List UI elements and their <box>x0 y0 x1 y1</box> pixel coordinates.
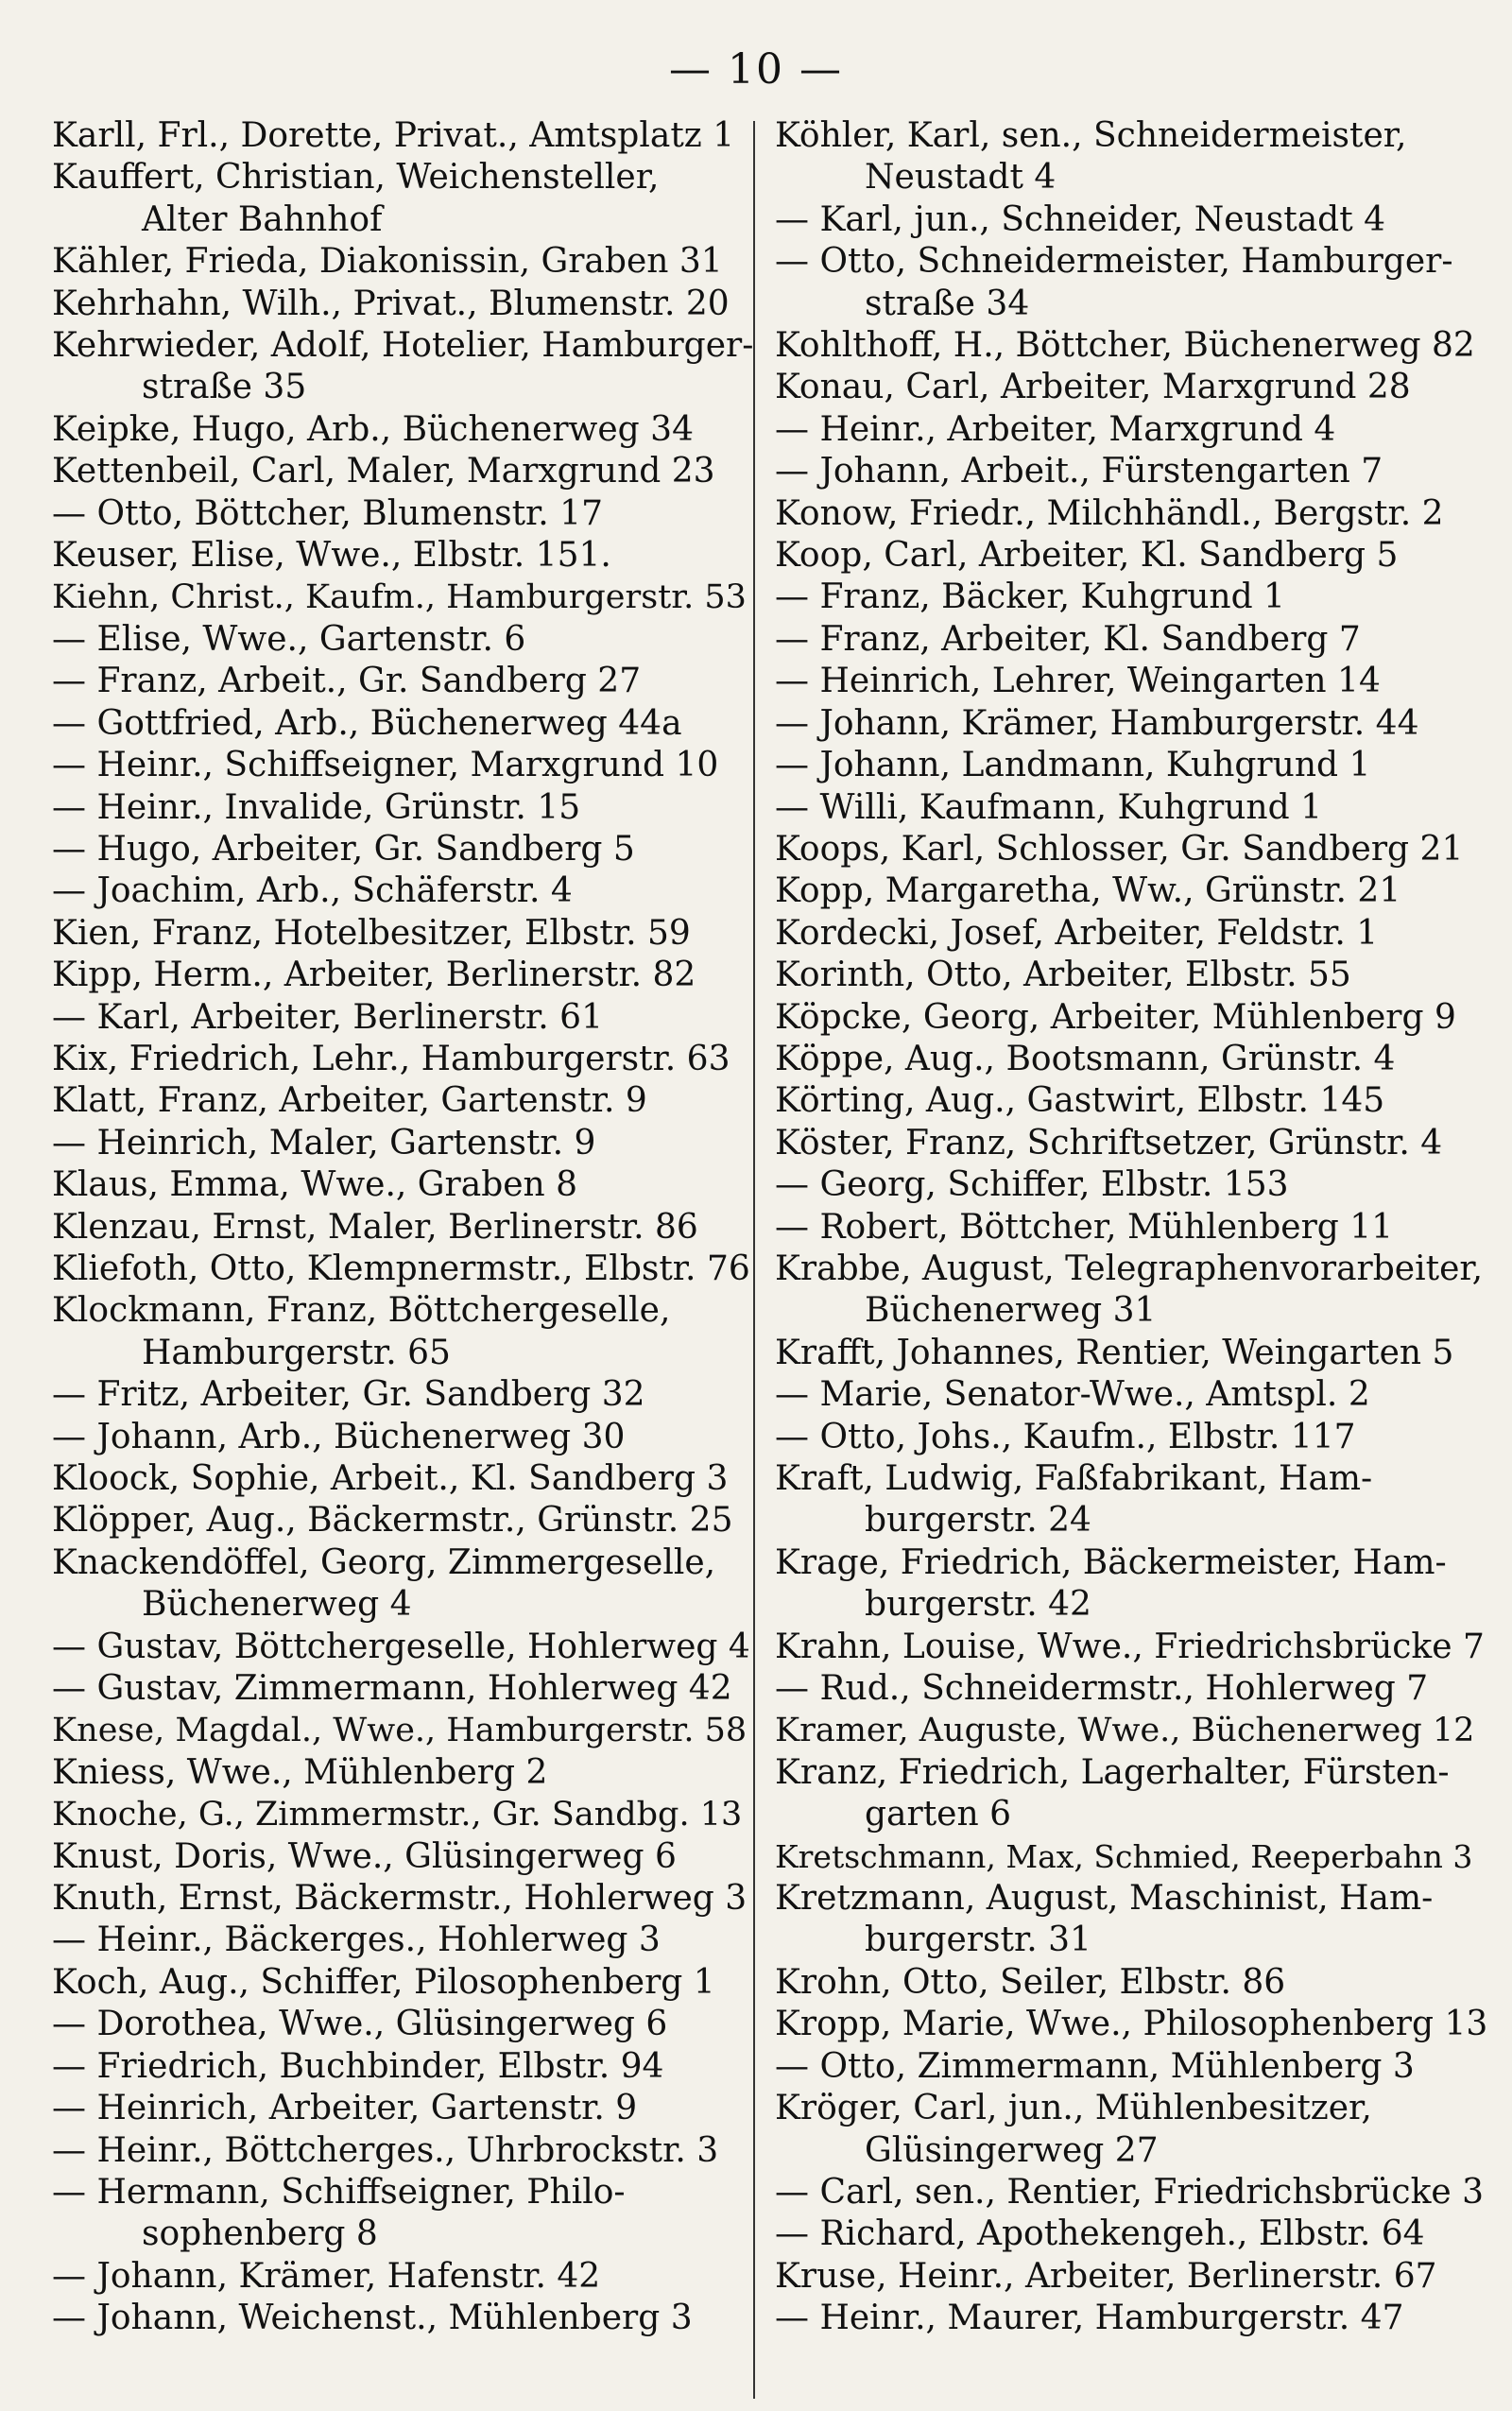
directory-entry-continuation: burgerstr. 31 <box>865 1920 1091 1960</box>
directory-entry: Krohn, Otto, Seiler, Elbstr. 86 <box>775 1962 1286 2002</box>
directory-entry: Köhler, Karl, sen., Schneidermeister, <box>775 116 1407 155</box>
directory-entry: — Heinr., Bäckerges., Hohlerweg 3 <box>52 1920 661 1960</box>
directory-entry: — Johann, Krämer, Hafenstr. 42 <box>52 2256 601 2296</box>
directory-entry: Klaus, Emma, Wwe., Graben 8 <box>52 1165 578 1205</box>
directory-entry: Kruse, Heinr., Arbeiter, Berlinerstr. 67 <box>775 2256 1437 2296</box>
directory-entry: — Dorothea, Wwe., Glüsingerweg 6 <box>52 2005 668 2044</box>
directory-entry: — Franz, Arbeit., Gr. Sandberg 27 <box>52 662 642 701</box>
directory-entry: Kliefoth, Otto, Klempnermstr., Elbstr. 76 <box>52 1249 750 1288</box>
directory-entry: Knackendöffel, Georg, Zimmergeselle, <box>52 1542 716 1582</box>
directory-entry: — Karl, jun., Schneider, Neustadt 4 <box>775 199 1386 239</box>
directory-entry: — Heinrich, Arbeiter, Gartenstr. 9 <box>52 2089 638 2128</box>
directory-entry: — Heinr., Maurer, Hamburgerstr. 47 <box>775 2299 1404 2338</box>
directory-entry: — Gustav, Böttchergeselle, Hohlerweg 4 <box>52 1627 750 1666</box>
directory-entry-continuation: Alter Bahnhof <box>142 199 383 239</box>
directory-entry: Koop, Carl, Arbeiter, Kl. Sandberg 5 <box>775 536 1399 576</box>
directory-entry: Köppe, Aug., Bootsmann, Grünstr. 4 <box>775 1039 1396 1078</box>
directory-entry: Klatt, Franz, Arbeiter, Gartenstr. 9 <box>52 1081 647 1121</box>
column-divider <box>753 121 755 2399</box>
directory-entry: — Georg, Schiffer, Elbstr. 153 <box>775 1165 1289 1205</box>
directory-entry: Kniess, Wwe., Mühlenberg 2 <box>52 1752 548 1792</box>
directory-entry: Kröger, Carl, jun., Mühlenbesitzer, <box>775 2089 1372 2128</box>
directory-entry: — Willi, Kaufmann, Kuhgrund 1 <box>775 787 1322 827</box>
directory-entry: — Heinr., Arbeiter, Marxgrund 4 <box>775 409 1336 449</box>
directory-entry: Kiehn, Christ., Kaufm., Hamburgerstr. 53 <box>52 578 747 617</box>
directory-entry: Knust, Doris, Wwe., Glüsingerweg 6 <box>52 1836 677 1876</box>
directory-entry: Knoche, G., Zimmermstr., Gr. Sandbg. 13 <box>52 1796 743 1834</box>
directory-entry: — Otto, Schneidermeister, Hamburger- <box>775 242 1453 282</box>
directory-entry: Köster, Franz, Schriftsetzer, Grünstr. 4 <box>775 1123 1443 1162</box>
directory-entry: — Johann, Krämer, Hamburgerstr. 44 <box>775 703 1419 743</box>
directory-entry-continuation: burgerstr. 24 <box>865 1501 1091 1541</box>
directory-entry-continuation: garten 6 <box>865 1795 1012 1834</box>
directory-entry: Koch, Aug., Schiffer, Pilosophenberg 1 <box>52 1962 715 2002</box>
directory-entry: Knese, Magdal., Wwe., Hamburgerstr. 58 <box>52 1712 747 1750</box>
directory-entry: Knuth, Ernst, Bäckermstr., Hohlerweg 3 <box>52 1879 747 1919</box>
right-column <box>775 115 1493 2340</box>
directory-entry: Koops, Karl, Schlosser, Gr. Sandberg 21 <box>775 829 1464 869</box>
directory-entry-continuation: straße 35 <box>142 368 307 407</box>
directory-entry: — Johann, Arb., Büchenerweg 30 <box>52 1417 626 1456</box>
directory-entry: — Heinrich, Lehrer, Weingarten 14 <box>775 662 1381 701</box>
directory-entry-continuation: Neustadt 4 <box>865 158 1057 198</box>
directory-entry: — Heinrich, Maler, Gartenstr. 9 <box>52 1123 596 1162</box>
directory-entry: Köpcke, Georg, Arbeiter, Mühlenberg 9 <box>775 997 1456 1037</box>
directory-entry: Körting, Aug., Gastwirt, Elbstr. 145 <box>775 1081 1385 1121</box>
directory-entry: — Johann, Landmann, Kuhgrund 1 <box>775 746 1371 785</box>
directory-entry-continuation: Büchenerweg 4 <box>142 1585 412 1625</box>
directory-entry: — Fritz, Arbeiter, Gr. Sandberg 32 <box>52 1375 645 1415</box>
directory-entry: Klenzau, Ernst, Maler, Berlinerstr. 86 <box>52 1207 698 1247</box>
directory-entry: Kopp, Margaretha, Ww., Grünstr. 21 <box>775 871 1401 911</box>
page-number: — 10 — <box>669 45 843 94</box>
directory-entry: Konau, Carl, Arbeiter, Marxgrund 28 <box>775 368 1411 407</box>
directory-entry: — Heinr., Böttcherges., Uhrbrockstr. 3 <box>52 2130 719 2170</box>
directory-entry: — Joachim, Arb., Schäferstr. 4 <box>52 871 573 911</box>
directory-entry: — Carl, sen., Rentier, Friedrichsbrücke 3 <box>775 2172 1485 2212</box>
directory-entry: Kettenbeil, Carl, Maler, Marxgrund 23 <box>52 452 715 491</box>
directory-entry: Kramer, Auguste, Wwe., Büchenerweg 12 <box>775 1712 1475 1750</box>
directory-entry: Kix, Friedrich, Lehr., Hamburgerstr. 63 <box>52 1039 730 1078</box>
directory-entry: — Karl, Arbeiter, Berlinerstr. 61 <box>52 997 603 1037</box>
directory-entry: — Otto, Böttcher, Blumenstr. 17 <box>52 493 603 533</box>
directory-entry: — Otto, Zimmermann, Mühlenberg 3 <box>775 2046 1415 2086</box>
directory-entry: Kähler, Frieda, Diakonissin, Graben 31 <box>52 242 723 282</box>
directory-entry: — Friedrich, Buchbinder, Elbstr. 94 <box>52 2046 664 2086</box>
directory-entry: Kauffert, Christian, Weichensteller, <box>52 158 660 198</box>
directory-entry-continuation: burgerstr. 42 <box>865 1585 1091 1625</box>
directory-entry: — Johann, Arbeit., Fürstengarten 7 <box>775 452 1383 491</box>
directory-entry: Keipke, Hugo, Arb., Büchenerweg 34 <box>52 409 694 449</box>
directory-entry: — Rud., Schneidermstr., Hohlerweg 7 <box>775 1669 1429 1709</box>
directory-entry: Kien, Franz, Hotelbesitzer, Elbstr. 59 <box>52 913 691 953</box>
directory-entry: Kohlthoff, H., Böttcher, Büchenerweg 82 <box>775 326 1475 366</box>
directory-entry: Korinth, Otto, Arbeiter, Elbstr. 55 <box>775 956 1351 995</box>
directory-entry: Kropp, Marie, Wwe., Philosophenberg 13 <box>775 2005 1488 2044</box>
directory-entry: Kordecki, Josef, Arbeiter, Feldstr. 1 <box>775 913 1379 953</box>
directory-entry: Keuser, Elise, Wwe., Elbstr. 151. <box>52 536 611 576</box>
directory-entry: Kehrwieder, Adolf, Hotelier, Hamburger- <box>52 326 754 366</box>
directory-entry: Kehrhahn, Wilh., Privat., Blumenstr. 20 <box>52 284 730 323</box>
directory-entry: Krafft, Johannes, Rentier, Weingarten 5 <box>775 1333 1454 1372</box>
directory-entry: Klockmann, Franz, Böttchergeselle, <box>52 1291 671 1331</box>
directory-entry-continuation: Büchenerweg 31 <box>865 1291 1157 1331</box>
directory-entry-continuation: straße 34 <box>865 284 1030 323</box>
directory-entry: — Heinr., Schiffseigner, Marxgrund 10 <box>52 746 719 785</box>
directory-entry: Krahn, Louise, Wwe., Friedrichsbrücke 7 <box>775 1627 1485 1666</box>
directory-entry: — Richard, Apothekengeh., Elbstr. 64 <box>775 2214 1425 2254</box>
directory-entry-continuation: Glüsingerweg 27 <box>865 2130 1159 2170</box>
directory-entry: Kloock, Sophie, Arbeit., Kl. Sandberg 3 <box>52 1459 729 1498</box>
left-column <box>52 115 756 2340</box>
directory-entry: Kipp, Herm., Arbeiter, Berlinerstr. 82 <box>52 956 696 995</box>
directory-entry: — Hugo, Arbeiter, Gr. Sandberg 5 <box>52 829 635 869</box>
directory-entry: — Elise, Wwe., Gartenstr. 6 <box>52 619 526 659</box>
directory-entry: Kraft, Ludwig, Faßfabrikant, Ham- <box>775 1459 1373 1498</box>
directory-entry-continuation: sophenberg 8 <box>142 2214 378 2254</box>
directory-entry: — Heinr., Invalide, Grünstr. 15 <box>52 787 581 827</box>
directory-entry: Konow, Friedr., Milchhändl., Bergstr. 2 <box>775 493 1444 533</box>
directory-entry: — Gustav, Zimmermann, Hohlerweg 42 <box>52 1669 732 1709</box>
directory-entry-continuation: Hamburgerstr. 65 <box>142 1333 451 1372</box>
directory-entry: Kretschmann, Max, Schmied, Reeperbahn 3 <box>775 1837 1473 1875</box>
directory-entry: — Gottfried, Arb., Büchenerweg 44a <box>52 703 682 743</box>
directory-entry: — Franz, Bäcker, Kuhgrund 1 <box>775 577 1285 617</box>
directory-entry: Krage, Friedrich, Bäckermeister, Ham- <box>775 1542 1447 1582</box>
directory-entry: Kranz, Friedrich, Lagerhalter, Fürsten- <box>775 1752 1450 1792</box>
directory-entry: — Johann, Weichenst., Mühlenberg 3 <box>52 2299 693 2338</box>
directory-entry: — Marie, Senator-Wwe., Amtspl. 2 <box>775 1375 1370 1415</box>
directory-entry: — Hermann, Schiffseigner, Philo- <box>52 2172 626 2212</box>
directory-entry: Krabbe, August, Telegraphenvorarbeiter, <box>775 1249 1484 1288</box>
directory-entry: Kretzmann, August, Maschinist, Ham- <box>775 1879 1434 1919</box>
directory-entry: — Franz, Arbeiter, Kl. Sandberg 7 <box>775 619 1361 659</box>
directory-entry: Karll, Frl., Dorette, Privat., Amtsplatz 1 <box>52 116 735 155</box>
directory-entry: Klöpper, Aug., Bäckermstr., Grünstr. 25 <box>52 1501 733 1541</box>
directory-entry: — Robert, Böttcher, Mühlenberg 11 <box>775 1207 1394 1247</box>
directory-entry: — Otto, Johs., Kaufm., Elbstr. 117 <box>775 1417 1356 1456</box>
